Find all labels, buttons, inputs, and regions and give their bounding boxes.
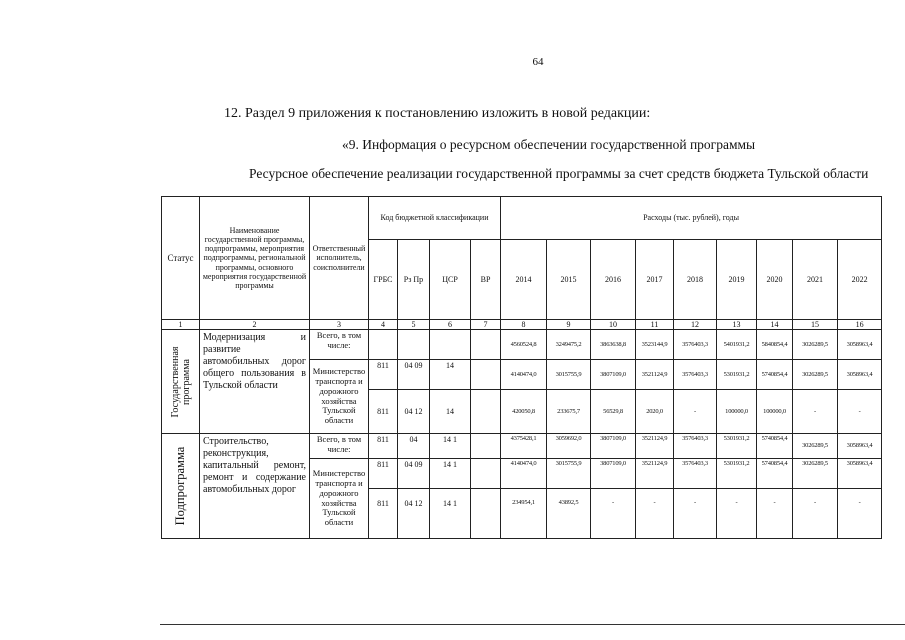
csr-cell: 14 — [430, 360, 471, 390]
col-number: 15 — [793, 320, 838, 330]
header-year: 2018 — [674, 240, 717, 320]
header-vr: ВР — [471, 240, 501, 320]
header-year: 2017 — [636, 240, 674, 320]
value-cell: 3058963,4 — [838, 360, 882, 390]
value-cell: 5301931,2 — [717, 360, 757, 390]
value-cell: 5740854,4 — [757, 434, 793, 459]
value-cell: 3576403,3 — [674, 459, 717, 489]
total-label: Всего, в том числе: — [310, 330, 369, 360]
csr-cell: 14 — [430, 390, 471, 434]
header-name: Наименование государственной программы, подпрограммы, мероприятия подпрограммы, региональной программы, основного мероприятия государственной программы — [200, 197, 310, 320]
value-cell: - — [838, 489, 882, 539]
vr-cell — [471, 489, 501, 539]
value-cell: 3058963,4 — [838, 459, 882, 489]
value-cell: 3026289,5 — [793, 330, 838, 360]
value-cell: 3026289,5 — [793, 360, 838, 390]
value-cell: 5301931,2 — [717, 459, 757, 489]
value-cell: 420050,8 — [501, 390, 547, 434]
value-cell: - — [674, 390, 717, 434]
value-cell: 3807109,0 — [591, 459, 636, 489]
col-number: 14 — [757, 320, 793, 330]
value-cell: 3576403,3 — [674, 330, 717, 360]
col-number: 5 — [398, 320, 430, 330]
col-number: 3 — [310, 320, 369, 330]
value-cell: 4140474,0 — [501, 459, 547, 489]
header-year: 2020 — [757, 240, 793, 320]
value-cell: 3576403,3 — [674, 360, 717, 390]
col-number: 12 — [674, 320, 717, 330]
col-number: 2 — [200, 320, 310, 330]
header-expenses: Расходы (тыс. рублей), годы — [501, 197, 882, 240]
value-cell: - — [591, 489, 636, 539]
col-number: 7 — [471, 320, 501, 330]
value-cell: - — [717, 489, 757, 539]
value-cell: - — [674, 489, 717, 539]
col-number: 1 — [162, 320, 200, 330]
page-number: 64 — [532, 56, 544, 68]
col-number: 6 — [430, 320, 471, 330]
header-year: 2014 — [501, 240, 547, 320]
rzpr-cell: 04 12 — [398, 489, 430, 539]
vr-cell — [471, 360, 501, 390]
value-cell: 100000,0 — [717, 390, 757, 434]
footer-rule — [160, 624, 905, 625]
value-cell: 5740854,4 — [757, 360, 793, 390]
value-cell: 43892,5 — [547, 489, 591, 539]
program-name: Модернизация и развитие автомобильных дорог общего пользования в Тульской области — [200, 330, 310, 434]
header-grbs: ГРБС — [369, 240, 398, 320]
value-cell: 56529,8 — [591, 390, 636, 434]
rzpr-cell: 04 12 — [398, 390, 430, 434]
value-cell: 4375428,1 — [501, 434, 547, 459]
header-year: 2016 — [591, 240, 636, 320]
header-rzpr: Рз Пр — [398, 240, 430, 320]
executor: Министерство транспорта и дорожного хозяйства Тульской области — [310, 459, 369, 539]
value-cell: - — [793, 489, 838, 539]
value-cell: 3015755,9 — [547, 459, 591, 489]
value-cell: 3058963,4 — [838, 330, 882, 360]
col-number: 8 — [501, 320, 547, 330]
subprogram-name: Строительство, реконструкция, капитальный ремонт, ремонт и содержание автомобильных дорог — [200, 434, 310, 539]
status-cell — [162, 434, 200, 539]
grbs-cell: 811 — [369, 434, 398, 459]
value-cell: 3059692,0 — [547, 434, 591, 459]
value-cell: 234954,1 — [501, 489, 547, 539]
value-cell: 3521124,9 — [636, 360, 674, 390]
value-cell: 3058963,4 — [838, 434, 882, 459]
header-year: 2022 — [838, 240, 882, 320]
grbs-cell: 811 — [369, 459, 398, 489]
value-cell: 2020,0 — [636, 390, 674, 434]
csr-cell: 14 1 — [430, 434, 471, 459]
header-year: 2021 — [793, 240, 838, 320]
value-cell: - — [757, 489, 793, 539]
status-label: Подпрограмма — [172, 446, 187, 526]
header-responsible: Ответственный исполнитель, соисполнители — [310, 197, 369, 320]
header-year: 2015 — [547, 240, 591, 320]
value-cell: - — [838, 390, 882, 434]
status-cell — [162, 330, 200, 434]
grbs-cell: 811 — [369, 489, 398, 539]
col-number: 4 — [369, 320, 398, 330]
header-budget-code: Код бюджетной классификации — [369, 197, 501, 240]
value-cell: 3523144,9 — [636, 330, 674, 360]
value-cell: 5740854,4 — [757, 459, 793, 489]
header-year: 2019 — [717, 240, 757, 320]
grbs-cell: 811 — [369, 390, 398, 434]
value-cell: 3026289,5 — [793, 459, 838, 489]
csr-cell: 14 1 — [430, 489, 471, 539]
vr-cell — [471, 390, 501, 434]
value-cell: 3015755,9 — [547, 360, 591, 390]
value-cell: 3521124,9 — [636, 434, 674, 459]
vr-cell — [471, 459, 501, 489]
value-cell: 100000,0 — [757, 390, 793, 434]
total-label: Всего, в том числе: — [310, 434, 369, 459]
col-number: 10 — [591, 320, 636, 330]
info-heading: «9. Информация о ресурсном обеспечении государственной программы — [342, 137, 756, 152]
value-cell: 233675,7 — [547, 390, 591, 434]
value-cell: - — [636, 489, 674, 539]
executor: Министерство транспорта и дорожного хозяйства Тульской области — [310, 360, 369, 434]
value-cell: 5401931,2 — [717, 330, 757, 360]
value-cell: 3863638,8 — [591, 330, 636, 360]
value-cell: 5840854,4 — [757, 330, 793, 360]
section-heading: 12. Раздел 9 приложения к постановлению изложить в новой редакции: — [224, 106, 651, 121]
col-number: 11 — [636, 320, 674, 330]
value-cell: 3026289,5 — [793, 434, 838, 459]
rzpr-cell: 04 — [398, 434, 430, 459]
value-cell: 3249475,2 — [547, 330, 591, 360]
value-cell: 4140474,0 — [501, 360, 547, 390]
col-number: 9 — [547, 320, 591, 330]
table-title: Ресурсное обеспечение реализации государственной программы за счет средств бюджета Тульской области — [249, 166, 869, 181]
col-number: 13 — [717, 320, 757, 330]
value-cell: 3807109,0 — [591, 360, 636, 390]
rzpr-cell: 04 09 — [398, 459, 430, 489]
rzpr-cell: 04 09 — [398, 360, 430, 390]
csr-cell: 14 1 — [430, 459, 471, 489]
value-cell: 3807109,0 — [591, 434, 636, 459]
value-cell: 5301931,2 — [717, 434, 757, 459]
header-status: Статус — [162, 197, 200, 320]
resource-table — [161, 196, 882, 539]
status-label: Государственная программа — [169, 346, 192, 418]
value-cell: 3576403,3 — [674, 434, 717, 459]
value-cell: 4560524,8 — [501, 330, 547, 360]
header-csr: ЦСР — [430, 240, 471, 320]
value-cell: - — [793, 390, 838, 434]
grbs-cell: 811 — [369, 360, 398, 390]
col-number: 16 — [838, 320, 882, 330]
value-cell: 3521124,9 — [636, 459, 674, 489]
